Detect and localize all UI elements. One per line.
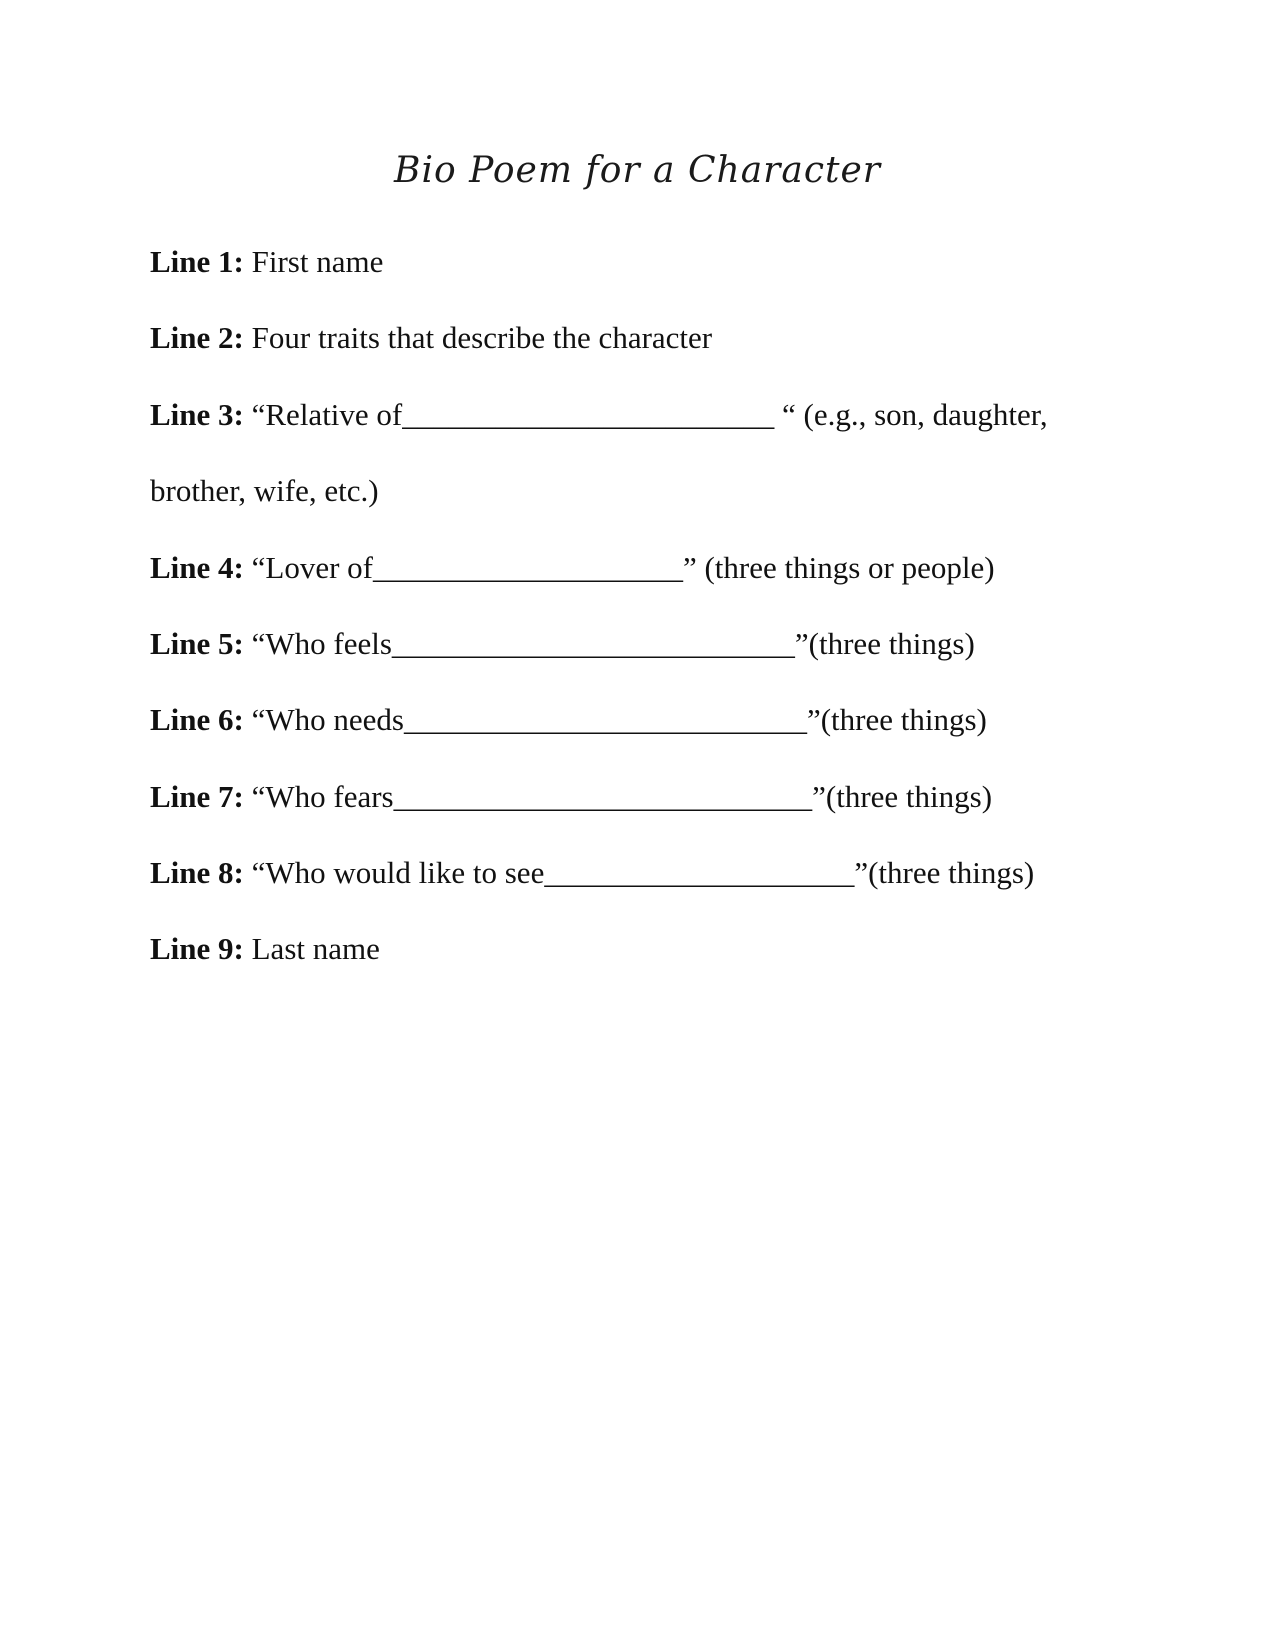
poem-line-7: [150, 777, 992, 817]
page-title: Bio Poem for a Character: [394, 150, 881, 191]
line-text: First name: [243, 244, 384, 279]
line-text-continuation: brother, wife, etc.): [150, 473, 379, 508]
line-text: Four traits that describe the character: [243, 320, 713, 355]
line-text: “Who would like to see____________________”(three things): [243, 855, 1035, 890]
poem-line-5: [150, 624, 975, 664]
poem-line-4: [150, 548, 995, 588]
line-text: “Lover of____________________” (three things or people): [243, 550, 995, 585]
line-label: Line 4:: [150, 550, 244, 585]
poem-line-1: [150, 242, 383, 282]
poem-line-3-continuation: [150, 471, 379, 511]
line-text: “Who fears___________________________”(three things): [243, 779, 993, 814]
line-label: Line 9:: [150, 931, 244, 966]
line-label: Line 1:: [150, 244, 244, 279]
line-label: Line 6:: [150, 702, 244, 737]
line-label: Line 8:: [150, 855, 244, 890]
line-text: “Who needs__________________________”(three things): [243, 702, 987, 737]
line-label: Line 7:: [150, 779, 244, 814]
poem-line-2: [150, 318, 712, 358]
line-text: “Relative of________________________ “ (e.g., son, daughter,: [243, 397, 1048, 432]
line-label: Line 2:: [150, 320, 244, 355]
line-text: “Who feels__________________________”(three things): [243, 626, 975, 661]
poem-line-3: [150, 395, 1048, 435]
poem-line-9: [150, 929, 380, 969]
poem-line-8: [150, 853, 1034, 893]
poem-line-6: [150, 700, 987, 740]
line-label: Line 5:: [150, 626, 244, 661]
line-label: Line 3:: [150, 397, 244, 432]
line-text: Last name: [243, 931, 380, 966]
